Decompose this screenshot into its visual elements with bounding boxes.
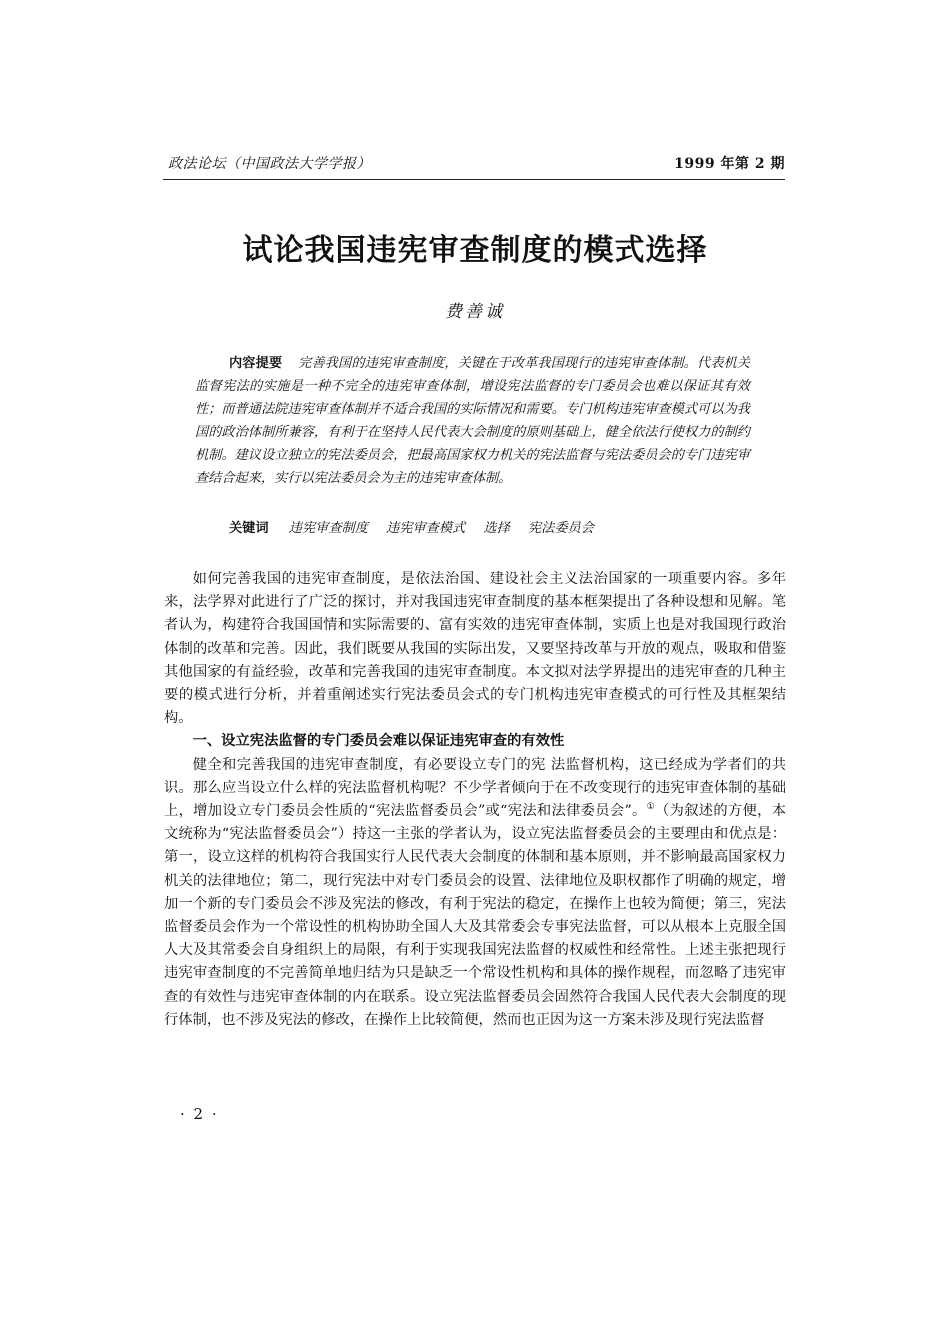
keywords: [229, 517, 608, 536]
intro-paragraph: 如何完善我国的违宪审查制度，是依法治国、建设社会主义法治国家的一项重要内容。多年来，法学界对此进行了广泛的探讨，并对我国违宪审查制度的基本框架提出了各种设想和见解。笔者认为，构建符合我国国情和实际需要的、富有实效的违宪审查体制，实质上也是对我国现行政治体制的改革和完善。因此，我们既要从我国的实际出发，又要坚持改革与开放的观点，吸取和借鉴其他国家的有益经验，改革和完善我国的违宪审查制度。本文拟对法学界提出的违宪审查的几种主要的模式进行分析，并着重阐述实行宪法委员会式的专门机构违宪审查模式的可行性及其框架结构。: [164, 571, 786, 727]
author-name: 费善诚: [445, 302, 505, 322]
section-paragraph: [164, 754, 786, 1032]
section-paragraph-part1: 健全和完善我国的违宪审查制度，有必要设立专门的宪 法监督机构，这已经成为学者们的共识。那么应当设立什么样的宪法监督机构呢？不少学者倾向于在不改变现行的违宪审查体制的基础上，增加设立专门委员会性质的“宪法监督委员会”或“宪法和法律委员会”。: [164, 756, 786, 820]
footnote-marker: ①: [646, 802, 656, 813]
keyword: 宪法委员会: [528, 521, 594, 536]
section-paragraph-part2: （为叙述的方便，本文统称为“宪法监督委员会”）持这一主张的学者认为，设立宪法监督委员会的主要理由和优点是：第一，设立这样的机构符合我国实行人民代表大会制度的体制和基本原则，并不影响最高国家权力机关的法律地位；第二，现行宪法中对专门委员会的设置、法律地位及职权都作了明确的规定，增加一个新的专门委员会不涉及宪法的修改，有利于宪法的稳定，在操作上也较为简便；第三，宪法监督委员会作为一个常设性的机构协助全国人大及其常委会专事宪法监督，可以从根本上克服全国人大及其常委会自身组织上的局限，有利于实现我国宪法监督的权威性和经常性。上述主张把现行违宪审查制度的不完善简单地归结为只是缺乏一个常设性机构和具体的操作规程，而忽略了违宪审查的有效性与违宪审查体制的内在联系。设立宪法监督委员会固然符合我国人民代表大会制度的现行体制，也不涉及宪法的修改，在操作上比较简便，然而也正因为这一方案未涉及现行宪法监督: [164, 803, 787, 1028]
running-header: [163, 151, 785, 180]
keyword: 选择: [483, 521, 510, 536]
issue-label: 1999 年第 2 期: [674, 156, 785, 172]
article-title: 试论我国违宪审查制度的模式选择: [242, 233, 708, 268]
abstract-text: 完善我国的违宪审查制度，关键在于改革我国现行的违宪审查体制。代表机关监督宪法的实施是一种不完全的违宪审查体制，增设宪法监督的专门委员会也难以保证其有效性；而普通法院违宪审查体制并不适合我国的实际情况和需要。专门机构违宪审查模式可以为我国的政治体制所兼容，有利于在坚持人民代表大会制度的原则基础上，健全依法行使权力的制约机制。建议设立独立的宪法委员会，把最高国家权力机关的宪法监督与宪法委员会的专门违宪审查结合起来，实行以宪法委员会为主的违宪审查体制。: [195, 356, 750, 486]
body-text: [164, 568, 786, 1032]
abstract-label: 内容提要: [229, 356, 283, 371]
section-heading: 一、设立宪法监督的专门委员会难以保证违宪审查的有效性: [192, 733, 565, 750]
page-number: · 2 ·: [180, 1105, 219, 1123]
keyword: 违宪审查制度: [288, 521, 368, 536]
keyword: 违宪审查模式: [386, 521, 466, 536]
abstract: [195, 352, 750, 490]
journal-name: 政法论坛（中国政法大学学报）: [168, 156, 371, 172]
keywords-label: 关键词: [229, 521, 269, 536]
